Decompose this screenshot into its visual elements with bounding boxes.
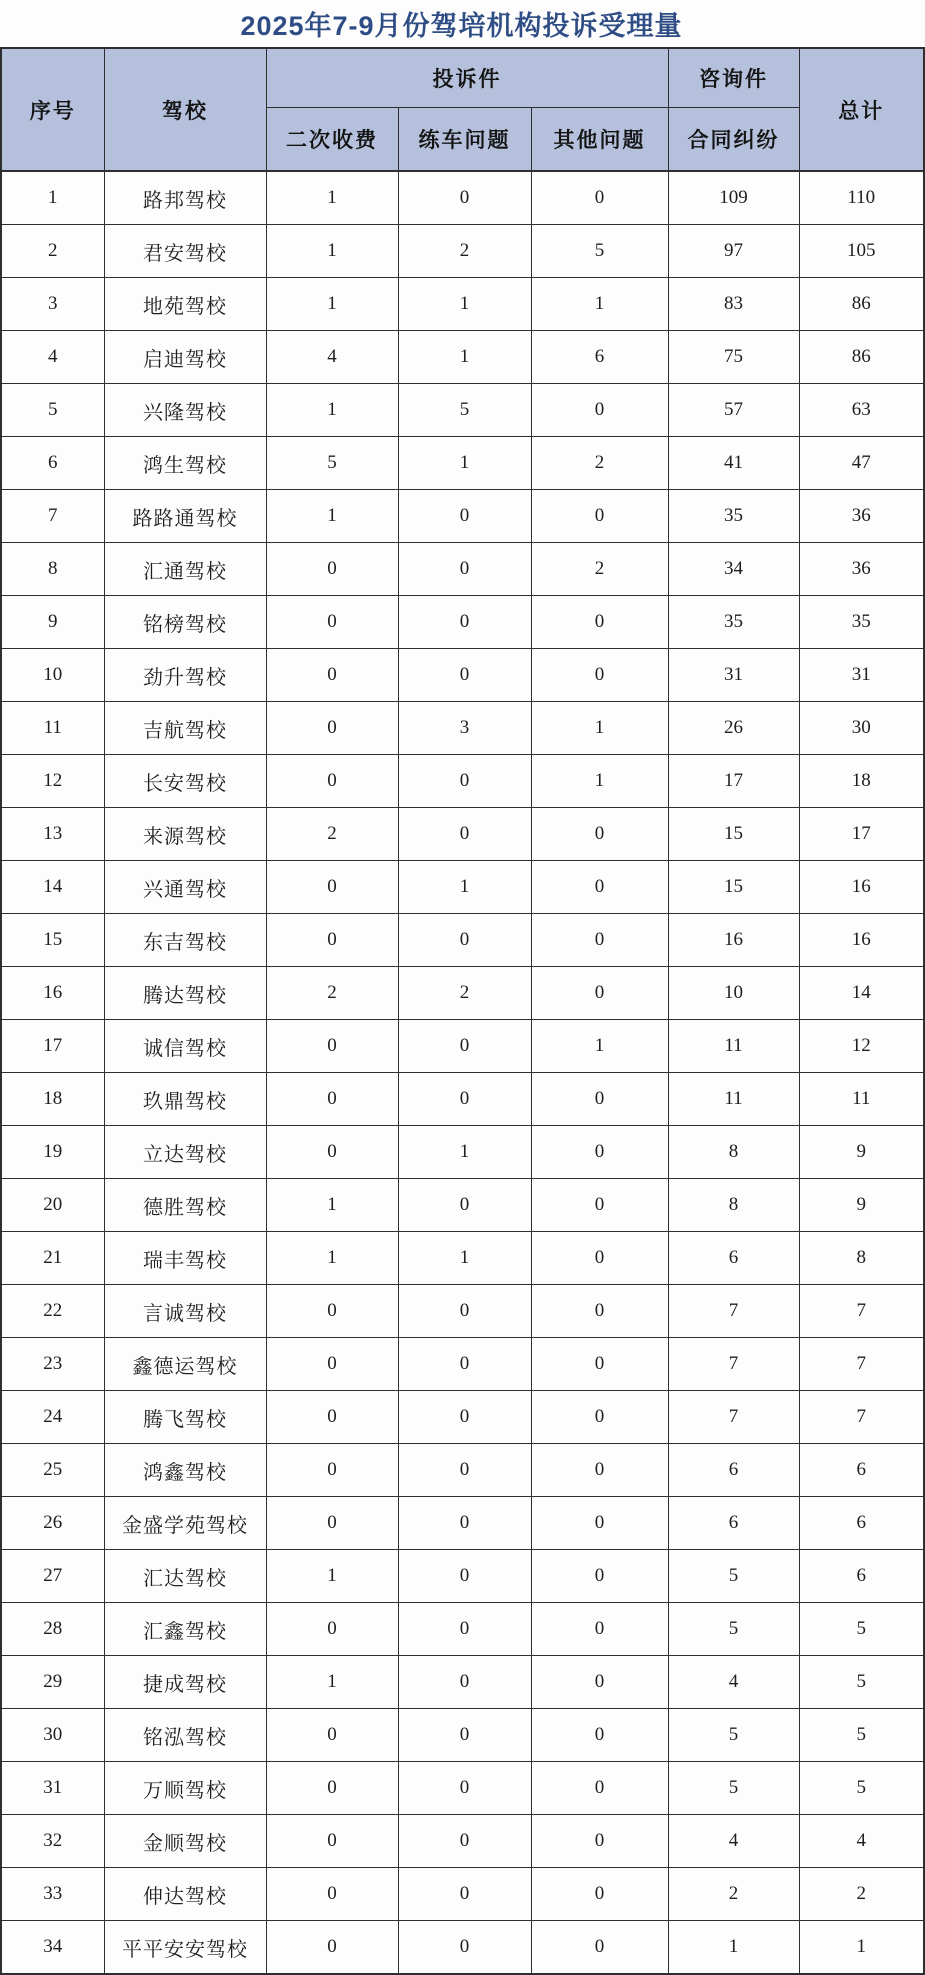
table-row: [1, 1020, 924, 1073]
cell-contract-disputes: 5: [668, 1709, 799, 1762]
cell-contract-disputes: 4: [668, 1656, 799, 1709]
cell-contract-disputes: 8: [668, 1126, 799, 1179]
cell-row-number: 2: [1, 225, 104, 278]
table-row: [1, 437, 924, 490]
cell-school-name: 腾飞驾校: [104, 1391, 266, 1444]
cell-practice-issues: 0: [398, 1391, 531, 1444]
header-no: 序号: [1, 48, 104, 171]
cell-secondary-fee: 0: [266, 1868, 398, 1921]
cell-practice-issues: 1: [398, 1126, 531, 1179]
complaints-table: [0, 47, 925, 1975]
cell-total: 4: [799, 1815, 924, 1868]
cell-row-number: 27: [1, 1550, 104, 1603]
cell-secondary-fee: 0: [266, 1603, 398, 1656]
cell-total: 105: [799, 225, 924, 278]
cell-other-issues: 0: [531, 1762, 668, 1815]
table-row: [1, 755, 924, 808]
cell-school-name: 路邦驾校: [104, 171, 266, 225]
cell-total: 5: [799, 1656, 924, 1709]
cell-secondary-fee: 0: [266, 1444, 398, 1497]
cell-school-name: 鸿鑫驾校: [104, 1444, 266, 1497]
cell-school-name: 劲升驾校: [104, 649, 266, 702]
cell-contract-disputes: 4: [668, 1815, 799, 1868]
table-row: [1, 967, 924, 1020]
cell-row-number: 21: [1, 1232, 104, 1285]
cell-secondary-fee: 1: [266, 384, 398, 437]
cell-row-number: 16: [1, 967, 104, 1020]
cell-contract-disputes: 6: [668, 1497, 799, 1550]
cell-contract-disputes: 6: [668, 1444, 799, 1497]
table-row: [1, 225, 924, 278]
cell-other-issues: 6: [531, 331, 668, 384]
cell-practice-issues: 0: [398, 1497, 531, 1550]
cell-row-number: 14: [1, 861, 104, 914]
table-row: [1, 1550, 924, 1603]
cell-practice-issues: 0: [398, 914, 531, 967]
cell-other-issues: 0: [531, 967, 668, 1020]
cell-other-issues: 0: [531, 649, 668, 702]
cell-contract-disputes: 15: [668, 808, 799, 861]
cell-other-issues: 0: [531, 1126, 668, 1179]
cell-row-number: 8: [1, 543, 104, 596]
table-row: [1, 1709, 924, 1762]
cell-total: 110: [799, 171, 924, 225]
cell-contract-disputes: 7: [668, 1391, 799, 1444]
cell-total: 1: [799, 1921, 924, 1975]
cell-school-name: 汇鑫驾校: [104, 1603, 266, 1656]
cell-row-number: 15: [1, 914, 104, 967]
cell-school-name: 德胜驾校: [104, 1179, 266, 1232]
cell-practice-issues: 0: [398, 596, 531, 649]
table-row: [1, 171, 924, 225]
cell-row-number: 31: [1, 1762, 104, 1815]
cell-school-name: 伸达驾校: [104, 1868, 266, 1921]
cell-practice-issues: 5: [398, 384, 531, 437]
cell-practice-issues: 0: [398, 1762, 531, 1815]
cell-secondary-fee: 0: [266, 1338, 398, 1391]
cell-total: 7: [799, 1338, 924, 1391]
table-row: [1, 861, 924, 914]
cell-other-issues: 0: [531, 490, 668, 543]
table-row: [1, 808, 924, 861]
cell-secondary-fee: 0: [266, 543, 398, 596]
table-row: [1, 1497, 924, 1550]
cell-other-issues: 0: [531, 1179, 668, 1232]
cell-practice-issues: 1: [398, 437, 531, 490]
cell-secondary-fee: 0: [266, 914, 398, 967]
cell-contract-disputes: 34: [668, 543, 799, 596]
cell-contract-disputes: 109: [668, 171, 799, 225]
cell-practice-issues: 1: [398, 1232, 531, 1285]
cell-other-issues: 1: [531, 702, 668, 755]
table-row: [1, 278, 924, 331]
cell-row-number: 10: [1, 649, 104, 702]
page-title: 2025年7-9月份驾培机构投诉受理量: [0, 0, 923, 47]
cell-school-name: 平平安安驾校: [104, 1921, 266, 1975]
cell-contract-disputes: 8: [668, 1179, 799, 1232]
table-row: [1, 1815, 924, 1868]
cell-total: 47: [799, 437, 924, 490]
cell-school-name: 汇通驾校: [104, 543, 266, 596]
cell-other-issues: 0: [531, 808, 668, 861]
cell-total: 6: [799, 1444, 924, 1497]
cell-contract-disputes: 17: [668, 755, 799, 808]
cell-total: 2: [799, 1868, 924, 1921]
cell-other-issues: 2: [531, 437, 668, 490]
cell-secondary-fee: 0: [266, 1762, 398, 1815]
cell-total: 5: [799, 1709, 924, 1762]
cell-row-number: 24: [1, 1391, 104, 1444]
cell-school-name: 路路通驾校: [104, 490, 266, 543]
cell-contract-disputes: 5: [668, 1603, 799, 1656]
cell-secondary-fee: 0: [266, 1126, 398, 1179]
cell-practice-issues: 0: [398, 1073, 531, 1126]
cell-other-issues: 0: [531, 861, 668, 914]
table-row: [1, 490, 924, 543]
cell-other-issues: 0: [531, 171, 668, 225]
cell-school-name: 启迪驾校: [104, 331, 266, 384]
cell-other-issues: 5: [531, 225, 668, 278]
table-row: [1, 1232, 924, 1285]
cell-practice-issues: 2: [398, 225, 531, 278]
cell-total: 35: [799, 596, 924, 649]
table-row: [1, 1603, 924, 1656]
cell-row-number: 23: [1, 1338, 104, 1391]
cell-other-issues: 0: [531, 1391, 668, 1444]
cell-secondary-fee: 1: [266, 1179, 398, 1232]
cell-contract-disputes: 11: [668, 1020, 799, 1073]
cell-row-number: 1: [1, 171, 104, 225]
cell-row-number: 34: [1, 1921, 104, 1975]
cell-practice-issues: 0: [398, 1603, 531, 1656]
table-row: [1, 1073, 924, 1126]
cell-row-number: 6: [1, 437, 104, 490]
cell-row-number: 25: [1, 1444, 104, 1497]
table-row: [1, 1656, 924, 1709]
cell-contract-disputes: 5: [668, 1550, 799, 1603]
cell-other-issues: 0: [531, 1550, 668, 1603]
header-school: 驾校: [104, 48, 266, 171]
cell-total: 16: [799, 861, 924, 914]
table-row: [1, 384, 924, 437]
cell-total: 86: [799, 331, 924, 384]
cell-contract-disputes: 1: [668, 1921, 799, 1975]
cell-total: 63: [799, 384, 924, 437]
cell-contract-disputes: 35: [668, 596, 799, 649]
cell-row-number: 18: [1, 1073, 104, 1126]
cell-school-name: 诚信驾校: [104, 1020, 266, 1073]
cell-other-issues: 1: [531, 1020, 668, 1073]
cell-practice-issues: 0: [398, 171, 531, 225]
cell-practice-issues: 0: [398, 1179, 531, 1232]
cell-secondary-fee: 0: [266, 1285, 398, 1338]
cell-contract-disputes: 75: [668, 331, 799, 384]
cell-other-issues: 2: [531, 543, 668, 596]
cell-school-name: 言诚驾校: [104, 1285, 266, 1338]
cell-row-number: 19: [1, 1126, 104, 1179]
cell-practice-issues: 0: [398, 490, 531, 543]
cell-total: 5: [799, 1762, 924, 1815]
cell-school-name: 铭榜驾校: [104, 596, 266, 649]
cell-other-issues: 1: [531, 278, 668, 331]
cell-other-issues: 0: [531, 1444, 668, 1497]
cell-practice-issues: 0: [398, 1020, 531, 1073]
cell-other-issues: 0: [531, 1815, 668, 1868]
header-consultations-group: 咨询件: [668, 48, 799, 108]
cell-practice-issues: 0: [398, 1709, 531, 1762]
cell-secondary-fee: 1: [266, 1232, 398, 1285]
cell-contract-disputes: 7: [668, 1338, 799, 1391]
cell-other-issues: 1: [531, 755, 668, 808]
cell-practice-issues: 0: [398, 1444, 531, 1497]
table-header: [1, 48, 924, 171]
cell-school-name: 立达驾校: [104, 1126, 266, 1179]
cell-other-issues: 0: [531, 1497, 668, 1550]
cell-practice-issues: 0: [398, 1868, 531, 1921]
table-body: [1, 171, 924, 1974]
table-row: [1, 1391, 924, 1444]
cell-practice-issues: 0: [398, 649, 531, 702]
cell-other-issues: 0: [531, 1073, 668, 1126]
cell-secondary-fee: 0: [266, 1815, 398, 1868]
cell-contract-disputes: 97: [668, 225, 799, 278]
table-row: [1, 914, 924, 967]
cell-secondary-fee: 4: [266, 331, 398, 384]
cell-school-name: 兴通驾校: [104, 861, 266, 914]
cell-contract-disputes: 15: [668, 861, 799, 914]
cell-school-name: 长安驾校: [104, 755, 266, 808]
cell-school-name: 吉航驾校: [104, 702, 266, 755]
cell-row-number: 7: [1, 490, 104, 543]
cell-total: 9: [799, 1179, 924, 1232]
cell-practice-issues: 0: [398, 1550, 531, 1603]
cell-contract-disputes: 26: [668, 702, 799, 755]
cell-school-name: 鸿生驾校: [104, 437, 266, 490]
cell-contract-disputes: 11: [668, 1073, 799, 1126]
cell-practice-issues: 0: [398, 1338, 531, 1391]
cell-practice-issues: 1: [398, 331, 531, 384]
table-row: [1, 649, 924, 702]
cell-other-issues: 0: [531, 1921, 668, 1975]
cell-secondary-fee: 2: [266, 967, 398, 1020]
cell-other-issues: 0: [531, 596, 668, 649]
cell-secondary-fee: 0: [266, 1709, 398, 1762]
cell-other-issues: 0: [531, 1232, 668, 1285]
table-row: [1, 1921, 924, 1975]
cell-total: 18: [799, 755, 924, 808]
cell-total: 11: [799, 1073, 924, 1126]
cell-practice-issues: 0: [398, 1815, 531, 1868]
header-practice-issues: 练车问题: [398, 108, 531, 172]
cell-other-issues: 0: [531, 1709, 668, 1762]
cell-total: 9: [799, 1126, 924, 1179]
table-row: [1, 1126, 924, 1179]
cell-secondary-fee: 1: [266, 1550, 398, 1603]
cell-total: 30: [799, 702, 924, 755]
cell-practice-issues: 1: [398, 278, 531, 331]
cell-row-number: 9: [1, 596, 104, 649]
cell-row-number: 28: [1, 1603, 104, 1656]
cell-contract-disputes: 10: [668, 967, 799, 1020]
cell-secondary-fee: 0: [266, 702, 398, 755]
header-complaints-group: 投诉件: [266, 48, 668, 108]
cell-contract-disputes: 5: [668, 1762, 799, 1815]
cell-row-number: 30: [1, 1709, 104, 1762]
cell-secondary-fee: 0: [266, 1921, 398, 1975]
cell-practice-issues: 0: [398, 1656, 531, 1709]
cell-practice-issues: 1: [398, 861, 531, 914]
cell-other-issues: 0: [531, 1868, 668, 1921]
table-row: [1, 596, 924, 649]
cell-practice-issues: 0: [398, 755, 531, 808]
cell-secondary-fee: 0: [266, 755, 398, 808]
cell-total: 6: [799, 1497, 924, 1550]
table-row: [1, 1868, 924, 1921]
cell-school-name: 金盛学苑驾校: [104, 1497, 266, 1550]
cell-practice-issues: 0: [398, 808, 531, 861]
cell-practice-issues: 0: [398, 1921, 531, 1975]
cell-total: 16: [799, 914, 924, 967]
cell-contract-disputes: 7: [668, 1285, 799, 1338]
cell-row-number: 12: [1, 755, 104, 808]
cell-other-issues: 0: [531, 1603, 668, 1656]
cell-other-issues: 0: [531, 1656, 668, 1709]
cell-school-name: 地苑驾校: [104, 278, 266, 331]
cell-total: 6: [799, 1550, 924, 1603]
header-total: 总计: [799, 48, 924, 171]
cell-contract-disputes: 6: [668, 1232, 799, 1285]
cell-secondary-fee: 1: [266, 225, 398, 278]
cell-school-name: 玖鼎驾校: [104, 1073, 266, 1126]
cell-practice-issues: 0: [398, 543, 531, 596]
cell-secondary-fee: 1: [266, 171, 398, 225]
cell-row-number: 33: [1, 1868, 104, 1921]
cell-secondary-fee: 0: [266, 649, 398, 702]
cell-practice-issues: 3: [398, 702, 531, 755]
cell-contract-disputes: 57: [668, 384, 799, 437]
cell-contract-disputes: 31: [668, 649, 799, 702]
cell-school-name: 君安驾校: [104, 225, 266, 278]
cell-row-number: 20: [1, 1179, 104, 1232]
cell-other-issues: 0: [531, 914, 668, 967]
cell-secondary-fee: 1: [266, 278, 398, 331]
cell-total: 7: [799, 1285, 924, 1338]
cell-secondary-fee: 0: [266, 596, 398, 649]
table-row: [1, 1762, 924, 1815]
cell-other-issues: 0: [531, 1338, 668, 1391]
cell-school-name: 铭泓驾校: [104, 1709, 266, 1762]
cell-total: 36: [799, 490, 924, 543]
cell-total: 36: [799, 543, 924, 596]
cell-total: 86: [799, 278, 924, 331]
cell-secondary-fee: 5: [266, 437, 398, 490]
header-other-issues: 其他问题: [531, 108, 668, 172]
cell-secondary-fee: 1: [266, 1656, 398, 1709]
cell-total: 8: [799, 1232, 924, 1285]
cell-school-name: 瑞丰驾校: [104, 1232, 266, 1285]
table-row: [1, 1338, 924, 1391]
cell-contract-disputes: 2: [668, 1868, 799, 1921]
cell-school-name: 东吉驾校: [104, 914, 266, 967]
cell-row-number: 5: [1, 384, 104, 437]
cell-school-name: 兴隆驾校: [104, 384, 266, 437]
cell-secondary-fee: 1: [266, 490, 398, 543]
cell-school-name: 万顺驾校: [104, 1762, 266, 1815]
cell-total: 17: [799, 808, 924, 861]
cell-total: 5: [799, 1603, 924, 1656]
cell-other-issues: 0: [531, 384, 668, 437]
cell-contract-disputes: 41: [668, 437, 799, 490]
cell-school-name: 来源驾校: [104, 808, 266, 861]
cell-secondary-fee: 0: [266, 1497, 398, 1550]
cell-row-number: 11: [1, 702, 104, 755]
table-row: [1, 1444, 924, 1497]
cell-total: 7: [799, 1391, 924, 1444]
header-secondary-fee: 二次收费: [266, 108, 398, 172]
cell-secondary-fee: 0: [266, 1391, 398, 1444]
cell-row-number: 13: [1, 808, 104, 861]
table-row: [1, 702, 924, 755]
table-row: [1, 1179, 924, 1232]
cell-school-name: 金顺驾校: [104, 1815, 266, 1868]
cell-row-number: 3: [1, 278, 104, 331]
cell-row-number: 29: [1, 1656, 104, 1709]
cell-secondary-fee: 2: [266, 808, 398, 861]
header-contract-disputes: 合同纠纷: [668, 108, 799, 172]
cell-secondary-fee: 0: [266, 1073, 398, 1126]
cell-contract-disputes: 16: [668, 914, 799, 967]
cell-secondary-fee: 0: [266, 861, 398, 914]
cell-secondary-fee: 0: [266, 1020, 398, 1073]
cell-row-number: 26: [1, 1497, 104, 1550]
cell-school-name: 汇达驾校: [104, 1550, 266, 1603]
cell-row-number: 32: [1, 1815, 104, 1868]
cell-practice-issues: 2: [398, 967, 531, 1020]
cell-school-name: 捷成驾校: [104, 1656, 266, 1709]
cell-total: 31: [799, 649, 924, 702]
cell-contract-disputes: 83: [668, 278, 799, 331]
cell-other-issues: 0: [531, 1285, 668, 1338]
table-row: [1, 543, 924, 596]
cell-total: 14: [799, 967, 924, 1020]
table-row: [1, 1285, 924, 1338]
cell-school-name: 鑫德运驾校: [104, 1338, 266, 1391]
cell-school-name: 腾达驾校: [104, 967, 266, 1020]
cell-row-number: 4: [1, 331, 104, 384]
cell-row-number: 17: [1, 1020, 104, 1073]
cell-practice-issues: 0: [398, 1285, 531, 1338]
cell-row-number: 22: [1, 1285, 104, 1338]
cell-total: 12: [799, 1020, 924, 1073]
table-row: [1, 331, 924, 384]
cell-contract-disputes: 35: [668, 490, 799, 543]
